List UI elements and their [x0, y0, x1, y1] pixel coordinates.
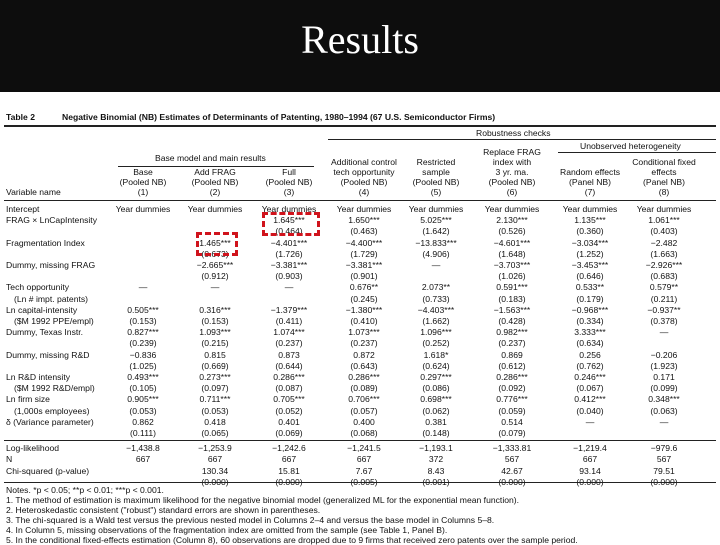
table-cell: —	[659, 416, 669, 427]
table-cell: —	[138, 282, 148, 293]
table-cell: 0.246***	[574, 372, 606, 382]
table-cell: (0.053)	[129, 405, 157, 416]
table-cell: −1.379***	[270, 304, 308, 315]
column-header-4: tech opportunity	[333, 167, 395, 177]
base-model-header: Base model and main results	[155, 153, 266, 163]
table-note: 5. In the conditional fixed-effects estimation (Column 8), 60 observations are dropped due to 9 firms that received zero patents over the sample period.	[6, 535, 578, 545]
highlight-box-fragmentation	[196, 232, 238, 256]
table-cell: −2.482	[650, 237, 678, 248]
row-label: Intercept	[6, 204, 40, 214]
table-cell: (0.005)	[350, 476, 378, 487]
table-cell: —	[585, 416, 595, 427]
table-cell: 1.618*	[423, 349, 449, 360]
table-cell: −1,193.1	[419, 443, 453, 454]
column-header-5: sample	[422, 167, 450, 177]
table-cell: (0.067)	[576, 383, 604, 394]
column-header-2: Add FRAG	[194, 167, 236, 177]
table-cell: 0.171	[653, 372, 675, 382]
table-cell: 372	[428, 454, 444, 465]
table-cell: 667	[582, 454, 598, 465]
column-header-6: (6)	[506, 187, 518, 197]
column-header-6: Replace FRAG	[483, 147, 541, 157]
table-cell: (0.000)	[576, 476, 604, 487]
row-label: (Ln # impt. patents)	[14, 293, 89, 304]
table-cell: 667	[356, 454, 372, 465]
column-header-5: (5)	[430, 187, 442, 197]
table-cell: −1,242.6	[272, 443, 306, 454]
table-cell: Year dummies	[115, 204, 171, 214]
table-cell: 567	[504, 454, 520, 465]
table-cell: (0.086)	[422, 383, 450, 394]
table-cell: Year dummies	[484, 204, 540, 214]
row-label: (1,000s employees)	[14, 405, 90, 416]
stats-rule	[4, 440, 716, 441]
bottom-rule	[4, 482, 716, 483]
table-cell: (0.099)	[650, 383, 678, 394]
table-cell: −3.703***	[493, 260, 531, 270]
results-table	[0, 108, 720, 545]
column-header-4: Additional control	[331, 157, 397, 167]
table-cell: (0.052)	[275, 405, 303, 416]
table-cell: 1.074***	[273, 327, 305, 338]
table-cell: (0.673)	[201, 248, 229, 259]
table-cell: 0.514	[501, 416, 523, 427]
table-note: 2. Heteroskedastic consistent ("robust") standard errors are shown in parentheses.	[6, 505, 321, 515]
table-note: Notes. *p < 0.05; **p < 0.01; ***p < 0.001.	[6, 485, 164, 495]
table-cell: 0.286***	[273, 372, 305, 382]
column-header-8: Conditional fixed	[632, 157, 696, 167]
table-cell: 0.401	[278, 416, 300, 427]
table-cell: 1.073***	[348, 327, 380, 338]
row-label: Ln firm size	[6, 394, 50, 405]
table-cell: (0.148)	[422, 428, 450, 438]
column-header-1: Base	[133, 167, 153, 177]
table-cell: 15.81	[278, 465, 300, 476]
table-cell: (0.097)	[201, 383, 229, 394]
table-cell: 3.333***	[574, 327, 606, 338]
table-cell: −1,219.4	[573, 443, 607, 454]
table-cell: (1.729)	[350, 248, 378, 259]
table-cell: 0.711***	[199, 394, 231, 405]
table-label: Table 2	[6, 112, 35, 122]
table-cell: (1.642)	[422, 226, 450, 237]
table-cell: 1.135***	[574, 215, 606, 226]
table-cell: (0.403)	[650, 226, 678, 237]
table-cell: 1.465***	[199, 237, 231, 248]
robustness-rule	[328, 139, 716, 140]
table-cell: −4.400***	[345, 237, 383, 248]
column-header-5: Restricted	[416, 157, 456, 167]
row-label: ($M 1992 PPE/empl)	[14, 316, 94, 326]
table-cell: (0.211)	[650, 293, 678, 304]
table-cell: (0.612)	[498, 360, 526, 371]
column-header-1: (1)	[137, 187, 149, 197]
table-cell: (0.089)	[350, 383, 378, 394]
row-label: Fragmentation Index	[6, 237, 85, 248]
table-cell: 0.400	[353, 416, 375, 427]
table-cell: (0.069)	[275, 428, 303, 438]
table-cell: 130.34	[201, 465, 229, 476]
table-cell: −3.034***	[571, 237, 609, 248]
table-cell: −1.563***	[493, 304, 531, 315]
table-cell: (0.463)	[350, 226, 378, 237]
table-cell: (0.245)	[350, 293, 378, 304]
table-cell: 0.862	[132, 416, 154, 427]
table-cell: 567	[656, 454, 672, 465]
table-cell: (0.062)	[422, 405, 450, 416]
table-cell: (0.644)	[275, 360, 303, 371]
table-cell: 0.273***	[199, 372, 231, 382]
table-cell: 0.286***	[348, 372, 380, 382]
table-note: 3. The chi-squared is a Wald test versus the previous nested model in Columns 2–4 and versus the base model in Columns 5–8.	[6, 515, 495, 525]
row-label: Ln R&D intensity	[6, 372, 71, 382]
table-cell: (1.923)	[650, 360, 678, 371]
row-label: FRAG × LnCapIntensity	[6, 215, 97, 226]
table-cell: (0.087)	[275, 383, 303, 394]
table-cell: Year dummies	[336, 204, 392, 214]
column-header-4: (Pooled NB)	[340, 177, 388, 187]
table-cell: (0.334)	[576, 316, 604, 326]
table-cell: 667	[135, 454, 151, 465]
column-header-3: (Pooled NB)	[265, 177, 313, 187]
table-cell: 0.493***	[127, 372, 159, 382]
table-cell: 0.698***	[420, 394, 452, 405]
table-cell: 0.316***	[199, 304, 231, 315]
table-cell: −4.401***	[270, 237, 308, 248]
table-note: 4. In Column 5, missing observations of the fragmentation index are omitted from the sample (see Table 1, Panel B).	[6, 525, 448, 535]
table-cell: (0.410)	[350, 316, 378, 326]
table-cell: 0.776***	[496, 394, 528, 405]
table-cell: (0.239)	[129, 338, 157, 349]
table-cell: 0.815	[204, 349, 226, 360]
table-cell: 5.025***	[420, 215, 452, 226]
row-label: N	[6, 454, 13, 465]
table-note: 1. The method of estimation is maximum likelihood for the negative binomial model (generalized ML for the exponential mean function).	[6, 495, 520, 505]
table-cell: −3.381***	[270, 260, 308, 270]
table-cell: (0.683)	[650, 271, 678, 282]
table-cell: (1.026)	[498, 271, 526, 282]
table-cell: Year dummies	[261, 204, 317, 214]
table-cell: (0.901)	[350, 271, 378, 282]
slide-title: Results	[301, 17, 419, 62]
table-cell: (0.733)	[422, 293, 450, 304]
table-cell: (0.183)	[498, 293, 526, 304]
table-cell: (0.634)	[576, 338, 604, 349]
table-cell: (0.237)	[498, 338, 526, 349]
unobserved-rule	[558, 152, 716, 153]
table-cell: —	[431, 260, 441, 270]
table-cell: (0.646)	[576, 271, 604, 282]
table-cell: (0.179)	[576, 293, 604, 304]
table-cell: 0.827***	[127, 327, 159, 338]
table-cell: Year dummies	[408, 204, 464, 214]
title-bar	[0, 0, 720, 92]
column-header-2: (2)	[209, 187, 221, 197]
table-cell: 1.645***	[273, 215, 305, 226]
column-header-7: Random effects	[559, 167, 621, 177]
table-cell: (0.063)	[650, 405, 678, 416]
table-cell: Year dummies	[562, 204, 618, 214]
table-cell: 93.14	[579, 465, 601, 476]
table-cell: (0.252)	[422, 338, 450, 349]
table-cell: (0.000)	[498, 476, 526, 487]
column-header-5: (Pooled NB)	[412, 177, 460, 187]
table-cell: 0.256	[579, 349, 601, 360]
table-cell: −1,438.8	[126, 443, 160, 454]
unobserved-header: Unobserved heterogeneity	[580, 141, 681, 151]
table-cell: (1.663)	[650, 248, 678, 259]
column-header-8: effects	[651, 167, 677, 177]
table-cell: 79.51	[653, 465, 675, 476]
table-cell: 1.096***	[420, 327, 452, 338]
table-cell: 8.43	[427, 465, 445, 476]
table-cell: (0.000)	[201, 476, 229, 487]
table-cell: (0.669)	[201, 360, 229, 371]
column-header-6: 3 yr. ma.	[495, 167, 529, 177]
table-cell: −2.665***	[196, 260, 234, 270]
highlight-box-interaction	[262, 212, 320, 236]
column-header-6: (Pooled NB)	[488, 177, 536, 187]
table-cell: (1.025)	[129, 360, 157, 371]
table-cell: −1.380***	[345, 304, 383, 315]
table-cell: −3.381***	[345, 260, 383, 270]
table-cell: 0.982***	[496, 327, 528, 338]
table-cell: (0.153)	[201, 316, 229, 326]
table-cell: (0.762)	[576, 360, 604, 371]
table-cell: 42.67	[501, 465, 523, 476]
table-cell: (0.643)	[350, 360, 378, 371]
table-cell: −979.6	[650, 443, 678, 454]
table-cell: 1.061***	[648, 215, 680, 226]
table-cell: (1.662)	[422, 316, 450, 326]
table-caption: Negative Binomial (NB) Estimates of Determinants of Patenting, 1980–1994 (67 U.S. Semiconductor Firms)	[62, 112, 496, 122]
column-header-7: (7)	[584, 187, 596, 197]
table-cell: (1.648)	[498, 248, 526, 259]
table-cell: (0.068)	[350, 428, 378, 438]
table-cell: (0.378)	[650, 316, 678, 326]
row-label: Dummy, missing FRAG	[6, 260, 96, 270]
table-cell: 1.093***	[199, 327, 231, 338]
table-cell: 667	[281, 454, 297, 465]
table-cell: (0.912)	[201, 271, 229, 282]
table-cell: 0.705***	[273, 394, 305, 405]
table-cell: 0.381	[425, 416, 447, 427]
table-cell: (0.411)	[275, 316, 303, 326]
table-cell: (0.065)	[201, 428, 229, 438]
column-header-4: (4)	[358, 187, 370, 197]
table-cell: 0.418	[204, 416, 226, 427]
row-label: Dummy, missing R&D	[6, 349, 90, 360]
table-cell: (0.040)	[576, 405, 604, 416]
table-cell: (0.000)	[275, 476, 303, 487]
table-cell: 0.873	[278, 349, 300, 360]
table-cell: 0.533**	[575, 282, 605, 293]
table-cell: (0.237)	[350, 338, 378, 349]
row-label: Ln capital-intensity	[6, 304, 78, 315]
table-cell: —	[210, 282, 220, 293]
table-cell: 0.676**	[349, 282, 379, 293]
table-cell: 1.650***	[348, 215, 380, 226]
table-cell: (0.428)	[498, 316, 526, 326]
column-header-3: (3)	[283, 187, 295, 197]
table-cell: (0.526)	[498, 226, 526, 237]
table-cell: (0.059)	[498, 405, 526, 416]
table-cell: 0.591***	[496, 282, 528, 293]
table-cell: 667	[207, 454, 223, 465]
table-cell: (0.057)	[350, 405, 378, 416]
table-cell: (0.001)	[422, 476, 450, 487]
table-cell: —	[284, 282, 294, 293]
table-cell: 0.905***	[127, 394, 159, 405]
table-cell: (0.079)	[498, 428, 526, 438]
column-header-1: (Pooled NB)	[119, 177, 167, 187]
header-rule	[4, 200, 716, 201]
table-cell: 2.130***	[496, 215, 528, 226]
table-cell: (0.053)	[201, 405, 229, 416]
table-cell: (0.000)	[650, 476, 678, 487]
variable-name-header: Variable name	[6, 187, 61, 197]
column-header-2: (Pooled NB)	[191, 177, 239, 187]
table-cell: (1.252)	[576, 248, 604, 259]
robustness-header: Robustness checks	[476, 128, 551, 138]
table-cell: 0.869	[501, 349, 523, 360]
table-cell: 0.286***	[496, 372, 528, 382]
table-cell: 0.706***	[348, 394, 380, 405]
row-label: Tech opportunity	[6, 282, 70, 293]
table-cell: (0.360)	[576, 226, 604, 237]
column-header-7: (Panel NB)	[568, 177, 612, 187]
table-cell: —	[659, 327, 669, 338]
top-rule	[4, 125, 716, 127]
table-cell: −3.453***	[571, 260, 609, 270]
table-cell: −0.937**	[647, 304, 681, 315]
table-cell: −0.206	[650, 349, 678, 360]
table-cell: −4.403***	[417, 304, 455, 315]
table-cell: 0.579**	[649, 282, 679, 293]
table-cell: −1,253.9	[198, 443, 232, 454]
table-cell: (4.906)	[422, 248, 450, 259]
table-cell: Year dummies	[636, 204, 692, 214]
table-cell: (0.237)	[275, 338, 303, 349]
table-cell: 0.505***	[127, 304, 159, 315]
column-header-8: (8)	[658, 187, 670, 197]
table-cell: −1,241.5	[347, 443, 381, 454]
row-label: Chi-squared (p-value)	[6, 465, 90, 476]
row-label: Log-likelihood	[6, 443, 60, 454]
table-cell: (0.111)	[130, 428, 156, 438]
table-cell: (1.726)	[275, 248, 303, 259]
table-cell: 0.297***	[420, 372, 452, 382]
column-header-3: Full	[282, 167, 296, 177]
table-cell: 0.872	[353, 349, 375, 360]
table-cell: (0.153)	[129, 316, 157, 326]
column-header-8: (Panel NB)	[642, 177, 686, 187]
table-cell: (0.092)	[498, 383, 526, 394]
row-label: δ (Variance parameter)	[6, 416, 94, 427]
table-cell: −1,333.81	[492, 443, 532, 454]
column-header-6: index with	[492, 157, 532, 167]
table-cell: 2.073**	[421, 282, 451, 293]
table-cell: (0.105)	[129, 383, 157, 394]
table-cell: (0.215)	[201, 338, 229, 349]
table-cell: (0.903)	[275, 271, 303, 282]
table-cell: 0.348***	[648, 394, 680, 405]
table-cell: −4.601***	[493, 237, 531, 248]
row-label: Dummy, Texas Instr.	[6, 327, 84, 338]
row-label: ($M 1992 R&D/empl)	[14, 383, 95, 394]
table-cell: 7.67	[355, 465, 373, 476]
table-cell: (0.464)	[275, 226, 303, 237]
table-cell: −13.833***	[415, 237, 457, 248]
table-cell: −0.836	[129, 349, 157, 360]
table-cell: −0.968***	[571, 304, 609, 315]
table-cell: Year dummies	[187, 204, 243, 214]
table-cell: 0.412***	[574, 394, 606, 405]
table-cell: (0.624)	[422, 360, 450, 371]
table-cell: −2.926***	[645, 260, 683, 270]
